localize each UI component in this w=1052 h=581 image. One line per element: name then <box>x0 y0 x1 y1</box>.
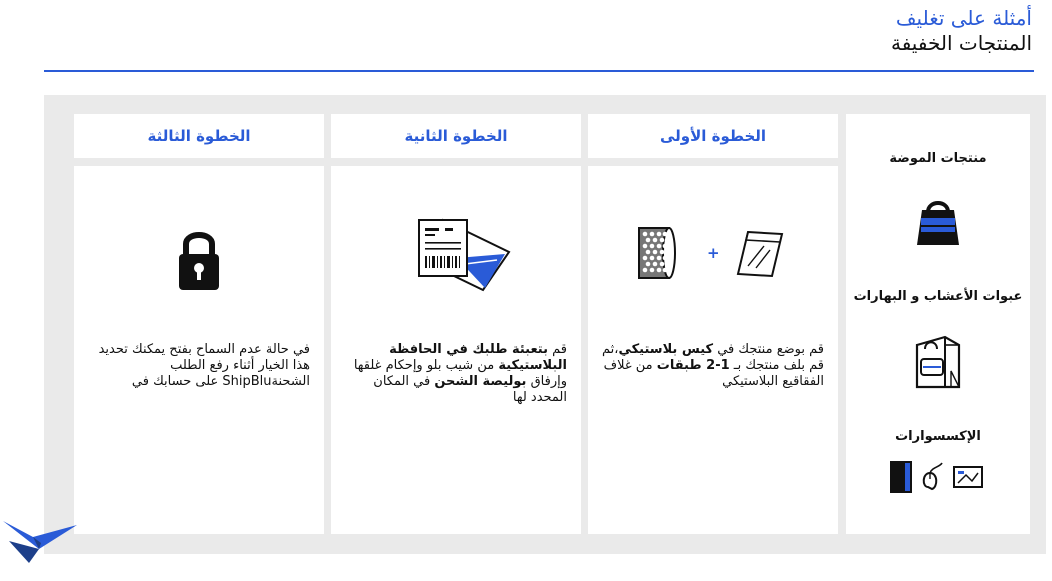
emphasis-text: 1-2 طبقات <box>656 358 730 373</box>
category-label-fashion: منتجات الموضة <box>889 151 987 166</box>
body-text: في المكان المحدد لها <box>373 374 567 405</box>
accessories-icon <box>880 455 1002 499</box>
body-text: قم <box>548 342 567 357</box>
title-divider <box>44 70 1034 72</box>
body-text: في حالة عدم السماح بفتح يمكنك تحديد هذا الخيار أثناء رفع الطلب الشحنةShipBlu على حسابك في <box>98 342 310 389</box>
padlock-icon <box>172 226 226 294</box>
body-text: من غلاف الفقاقيع البلاستيكي <box>603 358 824 389</box>
emphasis-text: بتعبئة طلبك في الحافظة البلاستيكية <box>389 342 567 373</box>
step-3-header: الخطوة الثالثة <box>74 114 324 158</box>
category-label-accessories: الإكسسوارات <box>895 429 981 444</box>
category-label-herbs: عبوات الأعشاب و البهارات <box>853 289 1023 304</box>
title-line-2: المنتجات الخفيفة <box>890 31 1032 55</box>
paper-bag-icon <box>906 330 970 392</box>
page-title <box>891 6 1032 56</box>
step-2-text <box>345 342 567 406</box>
body-text: من شيب بلو وإحكام غلقها وإرفاق <box>353 358 567 389</box>
step-1-card <box>588 166 838 534</box>
shipblu-logo-icon <box>0 514 80 566</box>
body-text: قم بوضع منتجك في <box>713 342 824 357</box>
emphasis-text: بوليصة الشحن <box>434 374 527 389</box>
body-text: ،ثم قم بلف منتجك بـ <box>601 342 824 373</box>
bubble-wrap-roll-icon <box>630 222 682 284</box>
step-2-card <box>331 166 581 534</box>
shopping-bag-icon <box>906 193 970 249</box>
step-3-card <box>74 166 324 534</box>
step-2-header: الخطوة الثانية <box>331 114 581 158</box>
step-1-header: الخطوة الأولى <box>588 114 838 158</box>
emphasis-text: كيس بلاستيكي <box>618 342 714 357</box>
plastic-bag-icon <box>732 226 788 282</box>
step-3-text <box>88 342 310 390</box>
courier-mailer-icon <box>411 210 515 296</box>
title-line-1: أمثلة على تغليف <box>895 6 1032 30</box>
plus-sign: + <box>707 244 720 262</box>
step-1-text <box>602 342 824 390</box>
